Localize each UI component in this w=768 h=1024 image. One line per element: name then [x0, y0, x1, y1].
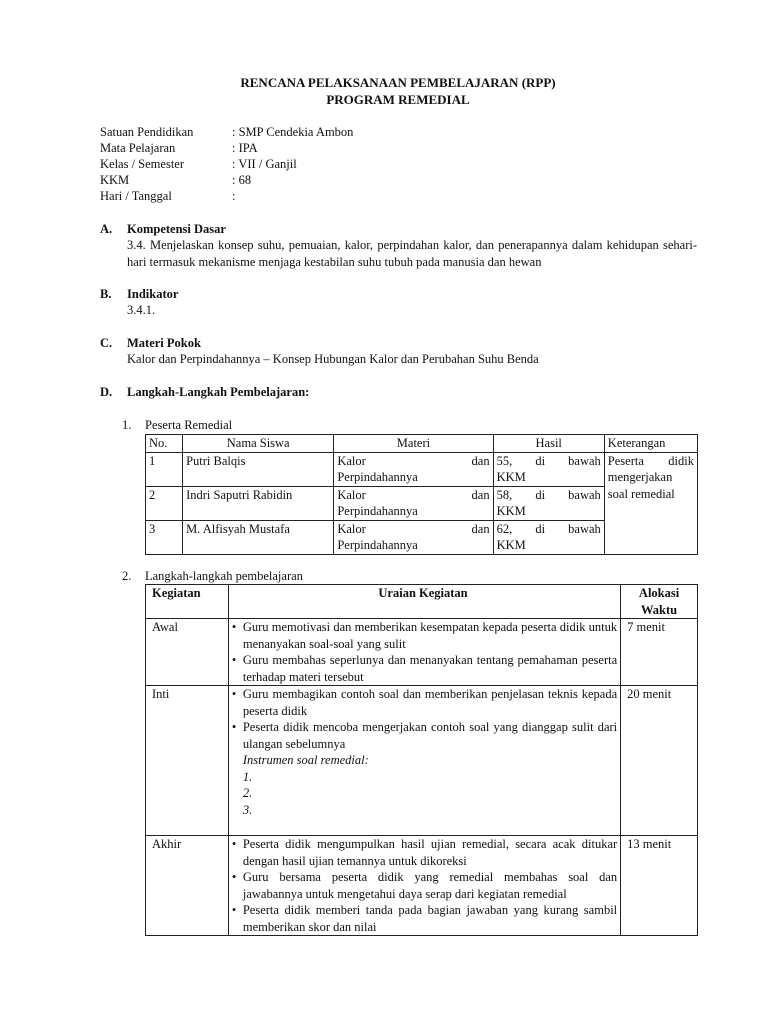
table-row-awal: [146, 619, 698, 686]
soal-item: 3.: [242, 802, 253, 817]
col-header-name: Nama Siswa: [183, 435, 334, 453]
bullet-icon: •: [231, 620, 237, 634]
cell-kegiatan: Awal: [146, 619, 229, 686]
bullet-icon: •: [231, 720, 237, 734]
bullet-icon: •: [231, 903, 237, 917]
info-value: : VII / Ganjil: [232, 157, 297, 171]
section-c-heading: C. Materi Pokok: [100, 336, 201, 350]
section-b-heading: B. Indikator: [100, 287, 179, 301]
info-value: : 68: [232, 173, 252, 187]
cell-materi: Kalor dan Perpindahannya: [334, 486, 493, 520]
col-header-hasil: Hasil: [493, 435, 604, 453]
cell-no: 1: [146, 452, 183, 486]
col-header-alokasi: Alokasi Waktu: [621, 585, 698, 619]
col-header-uraian: Uraian Kegiatan: [228, 585, 620, 619]
cell-uraian: [228, 619, 620, 686]
cell-hasil: 62, di bawah KKM: [493, 520, 604, 554]
cell-uraian: [228, 686, 620, 836]
bullet-icon: •: [231, 870, 237, 884]
cell-name: M. Alfisyah Mustafa: [183, 520, 334, 554]
bullet-icon: •: [231, 687, 237, 701]
cell-alokasi: 20 menit: [621, 686, 698, 836]
table-row-akhir: [146, 836, 698, 936]
table-header-row: [146, 585, 698, 619]
remedial-table: [145, 434, 698, 555]
cell-uraian: [228, 836, 620, 936]
info-value: : SMP Cendekia Ambon: [232, 125, 354, 139]
cell-hasil: 58, di bawah KKM: [493, 486, 604, 520]
info-label: KKM: [100, 173, 130, 187]
bullet-icon: •: [231, 837, 237, 851]
list-item: • Guru membahas seperlunya dan menanyakan tentang pemahaman peserta terhadap materi tersebut: [231, 653, 618, 684]
cell-materi: Kalor dan Perpindahannya: [334, 520, 493, 554]
info-value: : IPA: [232, 141, 258, 155]
info-label: Satuan Pendidikan: [100, 125, 194, 139]
table-row: [146, 452, 698, 486]
langkah-heading: 2. Langkah-langkah pembelajaran: [122, 569, 303, 583]
list-item: • Guru bersama peserta didik yang remedial membahas soal dan jawabannya untuk mengetahui daya serap dari kegiatan remedial: [231, 870, 618, 901]
table-header-row: [146, 435, 698, 453]
soal-item: 2.: [242, 786, 253, 800]
cell-materi: Kalor dan Perpindahannya: [334, 452, 493, 486]
cell-alokasi: 13 menit: [621, 836, 698, 936]
info-value: :: [232, 189, 236, 203]
list-item: • Peserta didik memberi tanda pada bagian jawaban yang kurang sambil memberikan skor dan nilai: [231, 903, 618, 934]
doc-subtitle: PROGRAM REMEDIAL: [326, 92, 470, 107]
list-item: • Peserta didik mengumpulkan hasil ujian remedial, secara acak ditukar dengan hasil ujian temannya untuk dikoreksi: [231, 837, 618, 868]
cell-keterangan: Peserta didik mengerjakan soal remedial: [604, 452, 697, 554]
cell-kegiatan: Inti: [146, 686, 229, 836]
section-b-body: 3.4.1.: [127, 303, 156, 317]
col-header-materi: Materi: [334, 435, 493, 453]
cell-name: Putri Balqis: [183, 452, 334, 486]
section-d-heading: D. Langkah-Langkah Pembelajaran:: [100, 385, 310, 399]
col-header-kegiatan: Kegiatan: [146, 585, 229, 619]
table-row-inti: [146, 686, 698, 836]
doc-title: RENCANA PELAKSANAAN PEMBELAJARAN (RPP): [240, 75, 556, 90]
cell-kegiatan: Akhir: [146, 836, 229, 936]
soal-item: 1.: [242, 769, 253, 784]
col-header-keterangan: Keterangan: [604, 435, 697, 453]
cell-hasil: 55, di bawah KKM: [493, 452, 604, 486]
langkah-table: [145, 584, 698, 936]
cell-no: 2: [146, 486, 183, 520]
section-a-heading: A. Kompetensi Dasar: [100, 222, 226, 236]
bullet-icon: •: [231, 653, 237, 667]
remedial-heading: 1. Peserta Remedial: [122, 418, 233, 432]
list-item: • Peserta didik mencoba mengerjakan contoh soal yang dianggap sulit dari ulangan sebelumnya: [231, 720, 618, 751]
section-c-body: Kalor dan Perpindahannya – Konsep Hubungan Kalor dan Perubahan Suhu Benda: [127, 352, 539, 366]
list-item: • Guru membagikan contoh soal dan memberikan penjelasan teknis kepada peserta didik: [231, 687, 618, 718]
section-a-body: 3.4. Menjelaskan konsep suhu, pemuaian, kalor, perpindahan kalor, dan penerapannya dalam kehidupan sehari-hari termasuk mekanisme menjaga kestabilan suhu tubuh pada manusia dan hewan: [127, 238, 697, 269]
instrumen-label: Instrumen soal remedial:: [242, 753, 369, 767]
list-item: • Guru memotivasi dan memberikan kesempatan kepada peserta didik untuk menanyakan soal-soal yang sulit: [231, 620, 618, 651]
col-header-no: No.: [146, 435, 183, 453]
info-label: Mata Pelajaran: [100, 141, 176, 155]
cell-alokasi: 7 menit: [621, 619, 698, 686]
cell-no: 3: [146, 520, 183, 554]
info-label: Hari / Tanggal: [100, 189, 172, 203]
cell-name: Indri Saputri Rabidin: [183, 486, 334, 520]
info-label: Kelas / Semester: [100, 157, 185, 171]
